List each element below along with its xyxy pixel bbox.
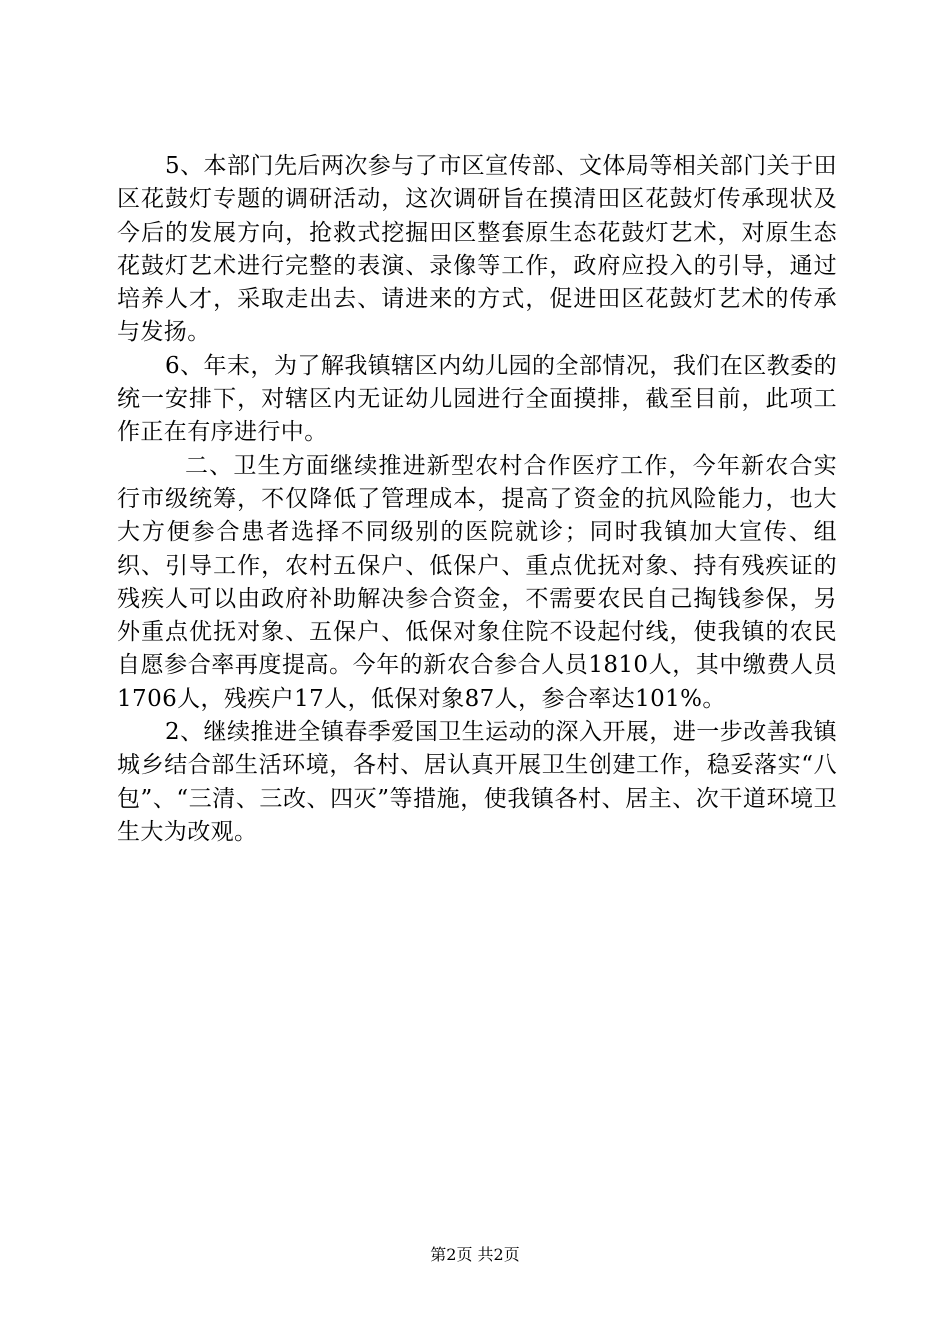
paragraph-item-5: 5、本部门先后两次参与了市区宣传部、文体局等相关部门关于田区花鼓灯专题的调研活动，这次调研旨在摸清田区花鼓灯传承现状及今后的发展方向，抢救式挖掘田区整套原生态花鼓灯艺术，对原生态花鼓灯艺术进行完整的表演、录像等工作，政府应投入的引导，通过培养人才，采取走出去、请进来的方式，促进田区花鼓灯艺术的传承与发扬。	[117, 153, 837, 346]
paragraph-section-health: 二、卫生方面继续推进新型农村合作医疗工作，今年新农合实行市级统筹，不仅降低了管理成本，提高了资金的抗风险能力，也大大方便参合患者选择不同级别的医院就诊；同时我镇加大宣传、组织、引导工作，农村五保户、低保户、重点优抚对象、持有残疾证的残疾人可以由政府补助解决参合资金，不需要农民自己掏钱参保，另外重点优抚对象、五保户、低保对象住院不设起付线，使我镇的农民自愿参合率再度提高。今年的新农合参合人员1810人，其中缴费人员1706人，残疾户17人，低保对象87人，参合率达101%。	[117, 452, 837, 712]
page-footer: 第2页 共2页	[430, 1245, 520, 1264]
paragraph-item-2: 2、继续推进全镇春季爱国卫生运动的深入开展，进一步改善我镇城乡结合部生活环境，各村、居认真开展卫生创建工作，稳妥落实“八包”、“三清、三改、四灭”等措施，使我镇各村、居主、次干道环境卫生大为改观。	[117, 719, 837, 845]
paragraph-item-6: 6、年末，为了解我镇辖区内幼儿园的全部情况，我们在区教委的统一安排下，对辖区内无证幼儿园进行全面摸排，截至目前，此项工作正在有序进行中。	[117, 352, 837, 446]
document-body	[117, 150, 837, 849]
